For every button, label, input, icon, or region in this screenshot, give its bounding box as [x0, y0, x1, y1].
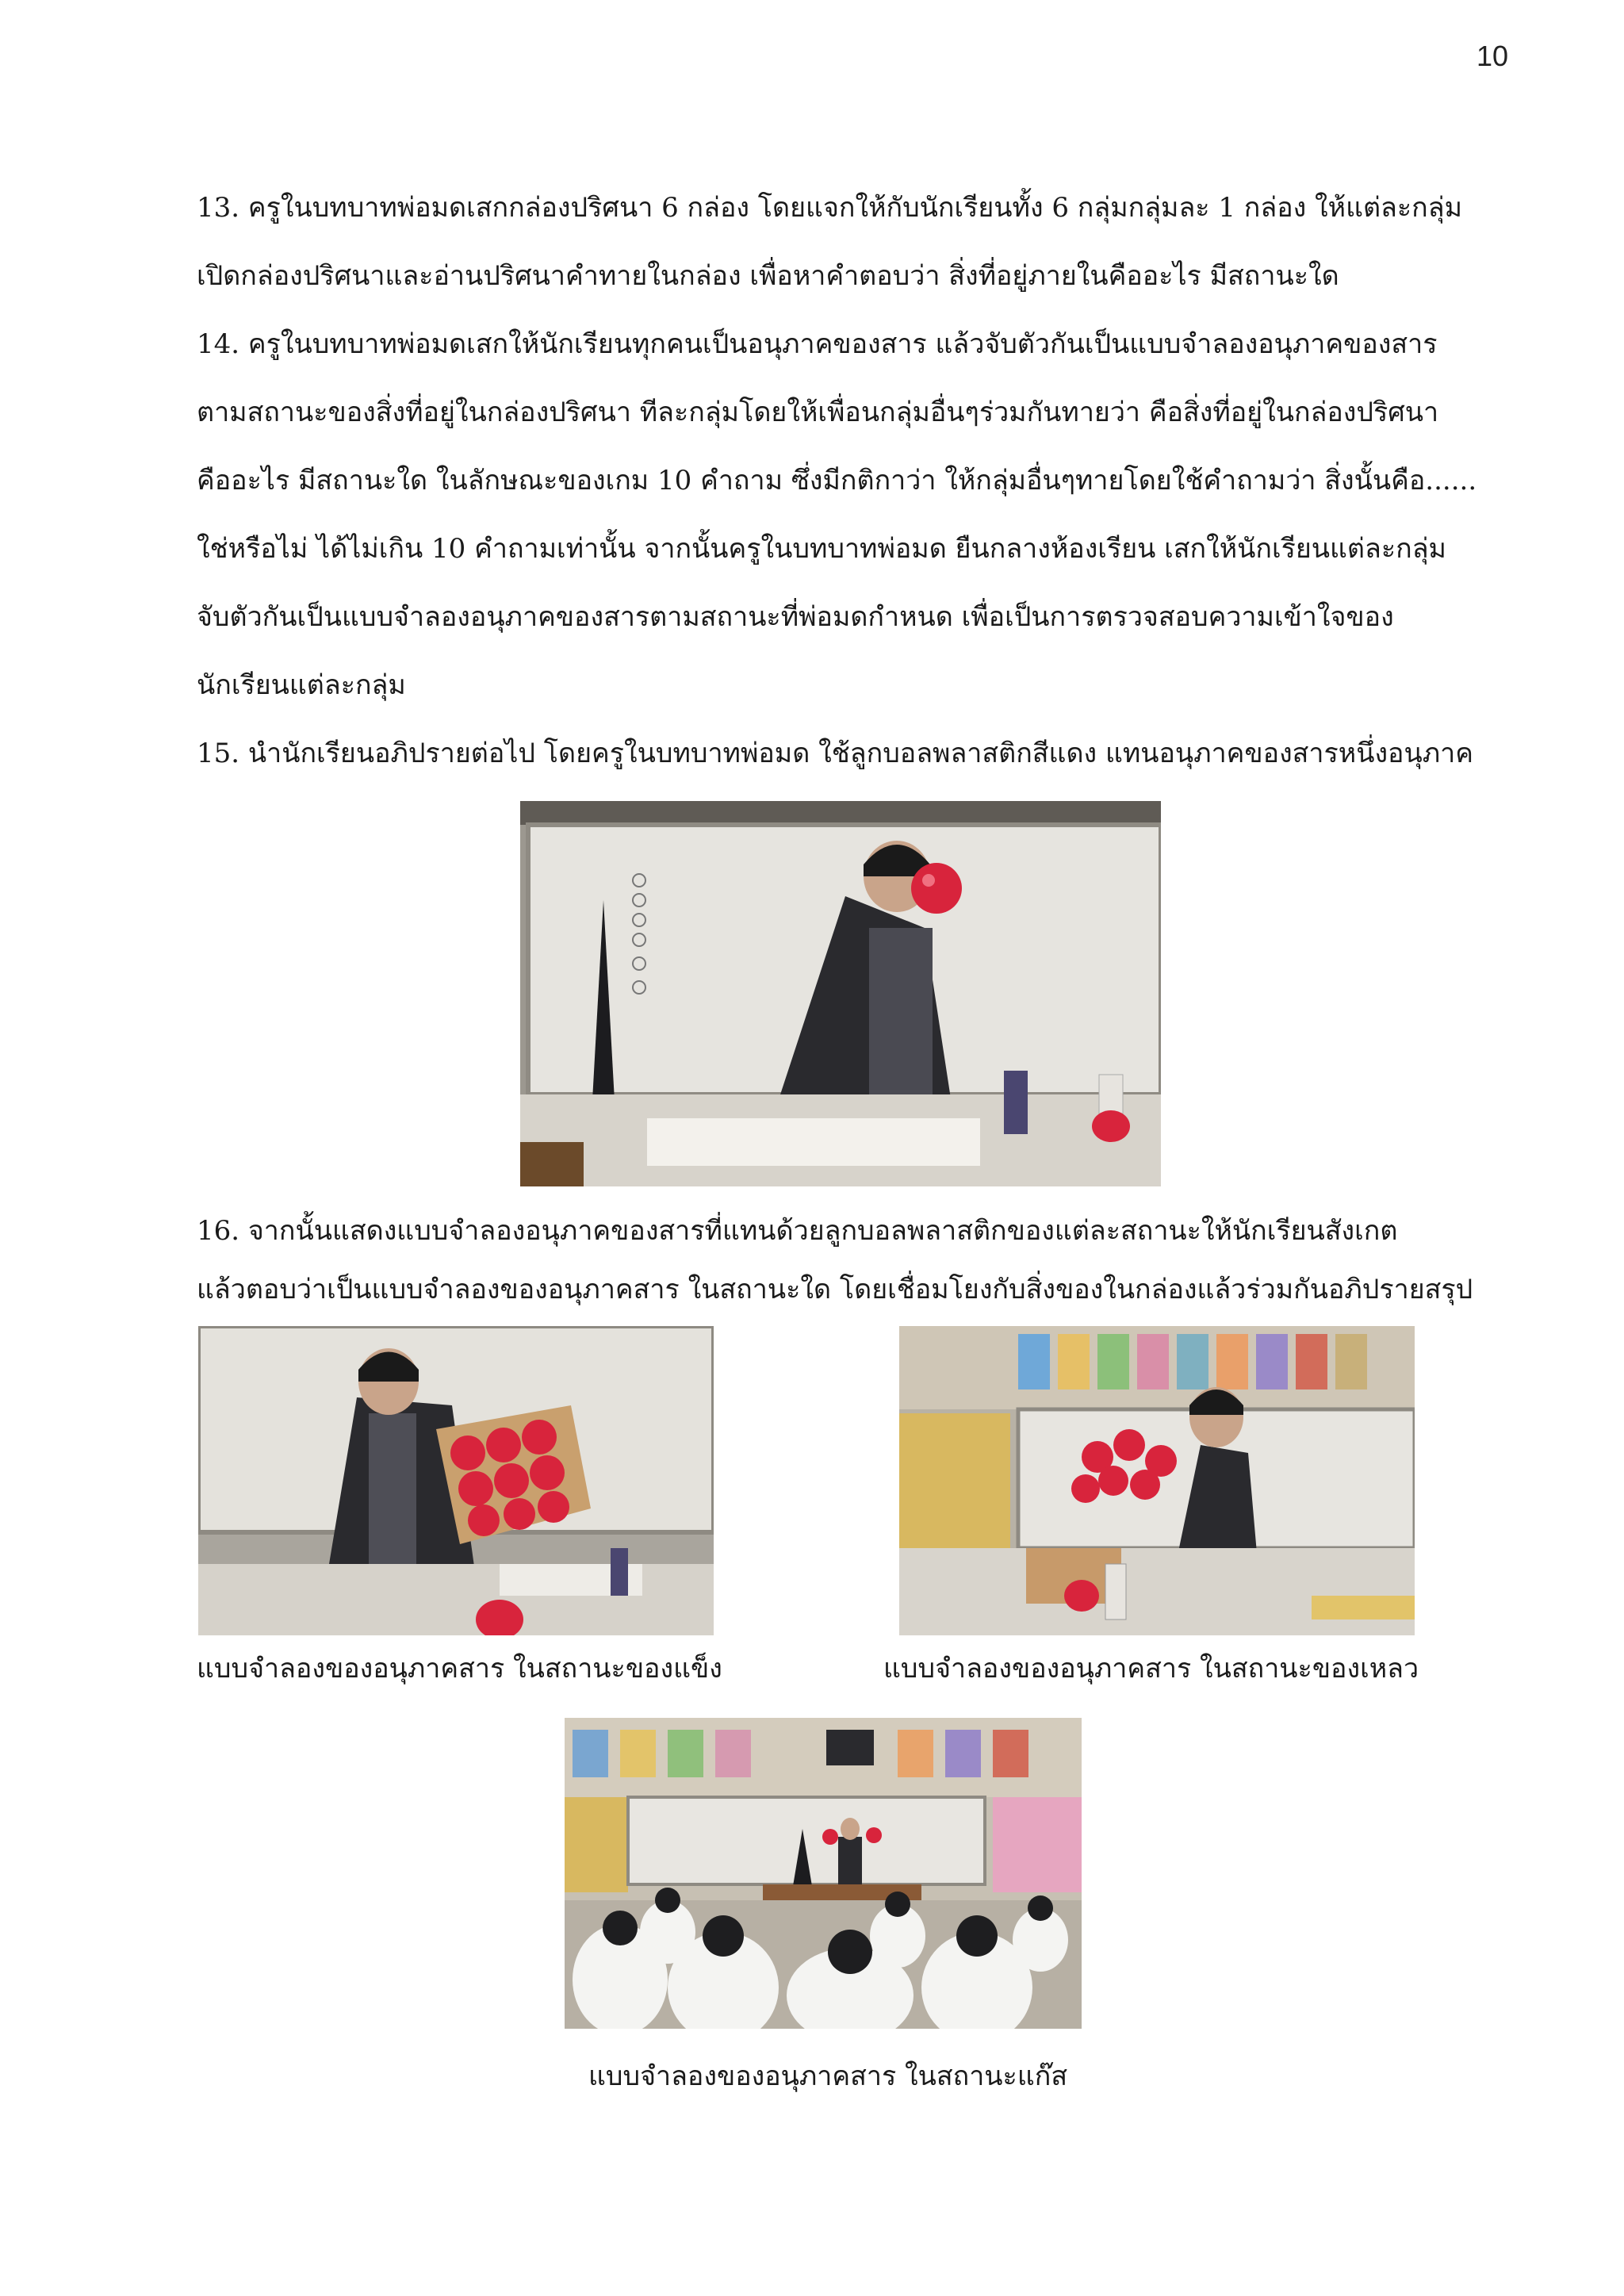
paragraph-14-line-6: นักเรียนแต่ละกลุ่ม — [197, 669, 406, 701]
paragraph-15-line-1: 15. นำนักเรียนอภิปรายต่อไป โดยครูในบทบาทพ่อมด ใช้ลูกบอลพลาสติกสีแดง แทนอนุภาคของสารหนึ่งอนุภาค — [197, 738, 1473, 769]
paragraph-14-line-5: จับตัวกันเป็นแบบจำลองอนุภาคของสารตามสถานะที่พ่อมดกำหนด เพื่อเป็นการตรวจสอบความเข้าใจของ — [197, 601, 1394, 633]
photo-solid-state — [198, 1326, 714, 1635]
paragraph-14-line-1: 14. ครูในบทบาทพ่อมดเสกให้นักเรียนทุกคนเป็นอนุภาคของสาร แล้วจับตัวกันเป็นแบบจำลองอนุภาคของสาร — [197, 328, 1438, 360]
paragraph-13-line-2: เปิดกล่องปริศนาและอ่านปริศนาคำทายในกล่อง เพื่อหาคำตอบว่า สิ่งที่อยู่ภายในคืออะไร มีสถานะใด — [197, 260, 1339, 292]
photo-liquid-state — [899, 1326, 1415, 1635]
paragraph-16-line-1: 16. จากนั้นแสดงแบบจำลองอนุภาคของสารที่แทนด้วยลูกบอลพลาสติกของแต่ละสถานะให้นักเรียนสังเกต — [197, 1215, 1398, 1247]
paragraph-16-line-2: แล้วตอบว่าเป็นแบบจำลองของอนุภาคสาร ในสถานะใด โดยเชื่อมโยงกับสิ่งของในกล่องแล้วร่วมกันอภิปรายสรุป — [197, 1274, 1473, 1305]
paragraph-13-line-1: 13. ครูในบทบาทพ่อมดเสกกล่องปริศนา 6 กล่อง โดยแจกให้กับนักเรียนทั้ง 6 กลุ่มกลุ่มละ 1 กล่อง ให้แต่ละกลุ่ม — [197, 192, 1462, 224]
page-number: 10 — [1476, 40, 1508, 72]
caption-gas-state: แบบจำลองของอนุภาคสาร ในสถานะแก๊ส — [588, 2060, 1068, 2092]
caption-solid-state: แบบจำลองของอนุภาคสาร ในสถานะของแข็ง — [197, 1653, 722, 1685]
paragraph-14-line-3: คืออะไร มีสถานะใด ในลักษณะของเกม 10 คำถาม ซึ่งมีกติกาว่า ให้กลุ่มอื่นๆทายโดยใช้คำถามว่า สิ่งนั้นคือ...... — [197, 465, 1477, 496]
paragraph-14-line-4: ใช่หรือไม่ ได้ไม่เกิน 10 คำถามเท่านั้น จากนั้นครูในบทบาทพ่อมด ยืนกลางห้องเรียน เสกให้นักเรียนแต่ละกลุ่ม — [197, 533, 1446, 565]
caption-liquid-state: แบบจำลองของอนุภาคสาร ในสถานะของเหลว — [883, 1653, 1419, 1685]
paragraph-14-line-2: ตามสถานะของสิ่งที่อยู่ในกล่องปริศนา ทีละกลุ่มโดยให้เพื่อนกลุ่มอื่นๆร่วมกันทายว่า คือสิ่งที่อยู่ในกล่องปริศนา — [197, 397, 1439, 428]
photo-teacher-single-ball — [520, 801, 1161, 1186]
photo-gas-state — [565, 1718, 1082, 2029]
